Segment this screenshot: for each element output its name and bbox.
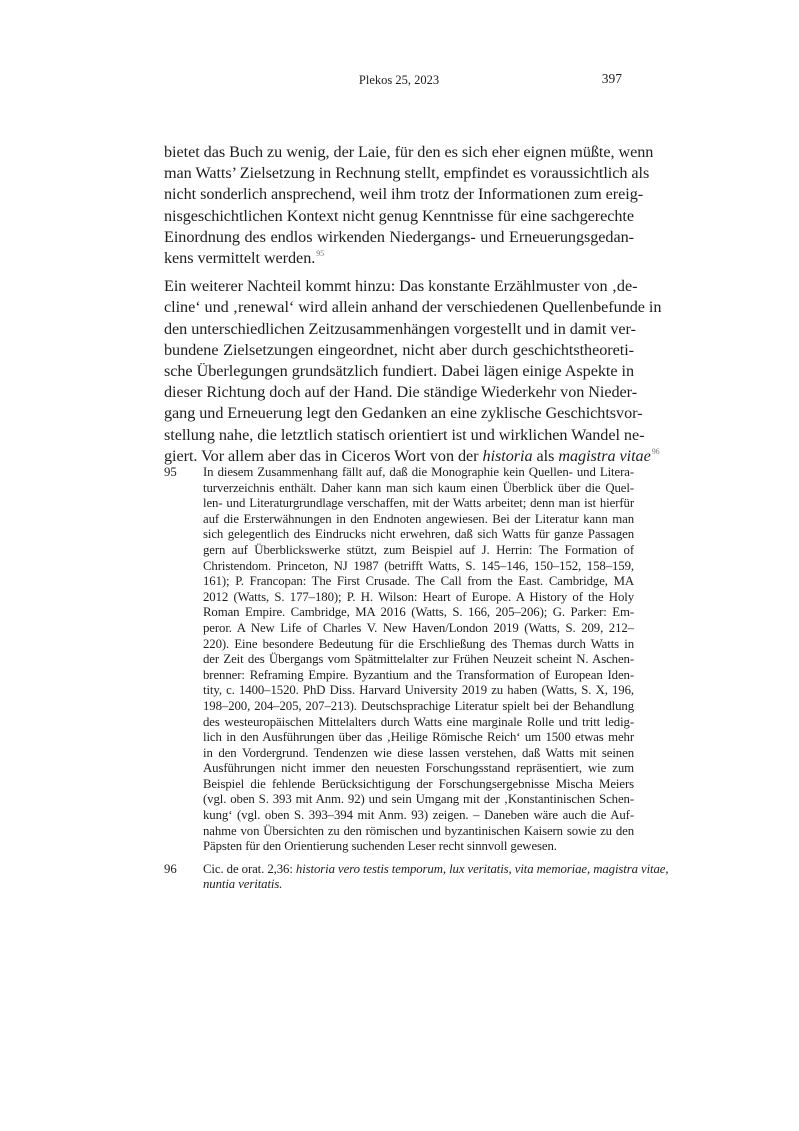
- footnote-number: 95: [164, 465, 177, 479]
- footnote-line: 2012 (Watts, S. 177–180); P. H. Wilson: Heart of Europe. A History of the Holy: [203, 589, 634, 604]
- footnote-text: [203, 465, 634, 855]
- footnote-line: 161); P. Francopan: The First Crusade. The Call from the East. Cambridge, MA: [203, 574, 634, 589]
- paragraph-1: [164, 142, 654, 269]
- footnote-line: Christendom. Princeton, NJ 1987 (betrifft Watts, S. 145–146, 150–152, 158–159,: [203, 558, 634, 573]
- footnote-line: gern auf Überblickswerke stützt, zum Beispiel auf J. Herrin: The Formation of: [203, 542, 634, 557]
- footnote-line: tity, c. 1400–1520. PhD Diss. Harvard University 2019 zu haben (Watts, S. X, 196,: [203, 683, 634, 698]
- footnote-line: lich in den Ausführungen über das ‚Heilige Römische Reich‘ um 1500 etwas mehr: [203, 730, 634, 745]
- italic-term: historia: [482, 446, 533, 465]
- footnotes: [164, 465, 669, 900]
- text-line: bietet das Buch zu wenig, der Laie, für den es sich eher eignen müßte, wenn: [164, 143, 654, 161]
- footnote-line: in den Vordergrund. Tendenzen wie diese lassen verstehen, daß Watts mit seinen: [203, 745, 634, 760]
- footnote-text: [203, 861, 669, 893]
- footnote-line: auf die Ersterwähnungen in den Endnoten angewiesen. Bei der Literatur kann man: [203, 511, 634, 526]
- text-line: [164, 446, 660, 467]
- text-line: Ein weiterer Nachteil kommt hinzu: Das konstante Erzählmuster von ‚de-: [164, 277, 638, 296]
- footnote-line: Beispiel die fehlende Berücksichtigung der Forschungsergebnisse Mischa Meiers: [203, 776, 634, 791]
- footnote-line: Päpsten für den Orientierung suchenden Leser recht sinnvoll gewesen.: [203, 839, 557, 854]
- footnote-line: In diesem Zusammenhang fällt auf, daß die Monographie kein Quellen- und Litera-: [203, 465, 634, 479]
- text-line: gang und Erneuerung legt den Gedanken an eine zyklische Geschichtsvor-: [164, 404, 643, 423]
- footnote-line: des westeuropäischen Mittelalters durch Watts eine marginale Rolle und tritt ledig-: [203, 714, 634, 729]
- footnote-line: kung‘ (vgl. oben S. 393–394 mit Anm. 93) zeigen. – Daneben wäre auch die Auf-: [203, 808, 634, 823]
- text-line-content: kens vermittelt werden.: [164, 249, 316, 268]
- footnote-line: 220). Eine besondere Bedeutung für die Erschließung des Themas durch Watts in: [203, 636, 634, 651]
- footnote-line: sich gelegentlich des Eindrucks nicht erwehren, daß sich Watts für ganze Passagen: [203, 527, 634, 542]
- text-line: nisgeschichtlichen Kontext nicht genug Kenntnisse für eine sachgerechte: [164, 206, 634, 225]
- text-line: sche Überlegungen grundsätzlich fundiert. Dabei lägen einige Aspekte in: [164, 362, 634, 381]
- text-line: man Watts’ Zielsetzung in Rechnung stellt, empfindet es voraussichtlich als: [164, 164, 650, 183]
- text-fragment: giert. Vor allem aber das in Ciceros Wort von der: [164, 446, 483, 465]
- footnote-line: turverzeichnis enthält. Daher kann man sich kaum einen Überblick über die Quel-: [203, 480, 634, 495]
- footnote-line: brenner: Reframing Empire. Byzantium and the Transformation of European Iden-: [203, 667, 634, 682]
- footnote-line: len- und Literaturgrundlage verschaffen, mit der Watts arbeitet; denn man ist hierfür: [203, 496, 634, 511]
- text-fragment: als: [532, 446, 559, 465]
- text-line: nicht sonderlich ansprechend, weil ihm trotz der Informationen zum ereig-: [164, 185, 644, 204]
- text-line: den unterschiedlichen Zeitzusammenhängen vorgestellt und in damit ver-: [164, 319, 636, 338]
- text-line: cline‘ und ‚renewal‘ wird allein anhand der verschiedenen Quellenbefunde in: [164, 298, 662, 317]
- latin-quote: nuntia veritatis.: [203, 877, 283, 892]
- footnote-line: 198–200, 204–205, 207–213). Deutschsprachige Literatur spielt bei der Behandlung: [203, 698, 634, 713]
- footnote-96: [164, 861, 669, 893]
- paragraph-2: [164, 276, 662, 467]
- footnote-line: Roman Empire. Cambridge, MA 2016 (Watts, S. 166, 205–206); G. Parker: Em-: [203, 605, 634, 620]
- footnote-line: der Zeit des Übergangs vom Spätmittelalter zur Frühen Neuzeit scheint N. Aschen-: [203, 652, 634, 667]
- text-line: dieser Richtung doch auf der Hand. Die ständige Wiederkehr von Nieder-: [164, 383, 638, 402]
- footnote-line: [203, 861, 669, 878]
- text-line: bundene Zielsetzungen eingeordnet, nicht aber durch geschichtstheoreti-: [164, 340, 634, 359]
- text-line: Einordnung des endlos wirkenden Niedergangs- und Erneuerungsgedan-: [164, 227, 634, 246]
- body-text: [164, 142, 662, 474]
- page-header: [164, 71, 634, 91]
- text-line: stellung nahe, die letztlich statisch orientiert ist und wirklichen Wandel ne-: [164, 425, 645, 444]
- latin-quote: historia vero testis temporum, lux veritatis, vita memoriae, magistra vitae,: [295, 861, 669, 876]
- footnote-number: 96: [164, 861, 177, 876]
- text-line: [164, 248, 634, 269]
- page-number: 397: [601, 71, 622, 86]
- footnote-ref-95[interactable]: 95: [316, 249, 325, 259]
- footnote-ref-96[interactable]: 96: [651, 446, 660, 456]
- footnote-line: Ausführungen nicht immer den neuesten Forschungsstand repräsentiert, wie zum: [203, 761, 634, 776]
- italic-term: magistra vitae: [558, 446, 651, 465]
- footnote-line: nahme von Übersichten zu den römischen und byzantinischen Kaisern sowie zu den: [203, 823, 634, 838]
- citation-source: Cic. de orat. 2,36:: [203, 861, 296, 876]
- footnote-95: [164, 465, 634, 855]
- footnote-line: [203, 877, 634, 893]
- footnote-line: (vgl. oben S. 393 mit Anm. 92) und sein Umgang mit der ‚Konstantinischen Schen-: [203, 792, 634, 807]
- footnote-line: peror. A New Life of Charles V. New Haven/London 2019 (Watts, S. 209, 212–: [203, 620, 634, 635]
- running-head: Plekos 25, 2023: [358, 73, 440, 87]
